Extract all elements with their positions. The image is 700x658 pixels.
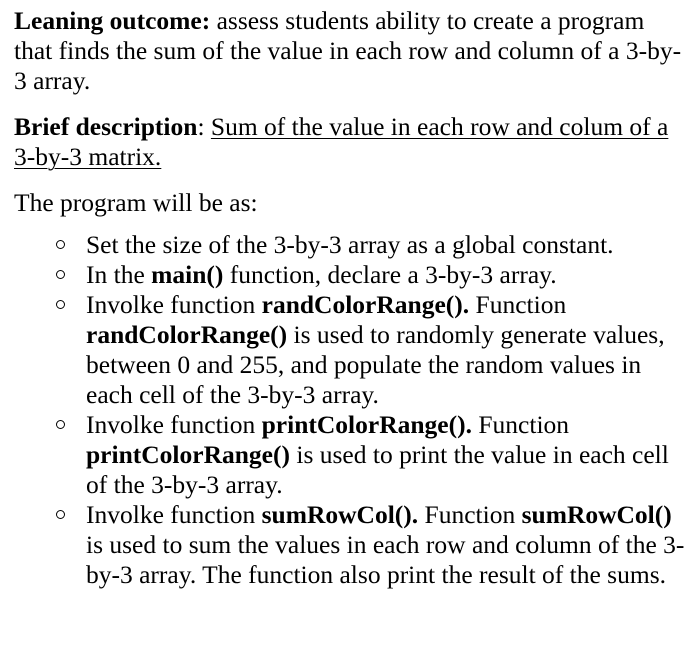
learning-outcome-paragraph xyxy=(14,6,686,96)
brief-description-paragraph xyxy=(14,112,686,172)
step-text-mid: Function xyxy=(469,290,567,319)
function-name: sumRowCol(). xyxy=(261,500,419,529)
list-item xyxy=(86,260,686,290)
hollow-circle-bullet-icon xyxy=(56,420,65,429)
step-text-post: function, declare a 3-by-3 array. xyxy=(223,260,557,289)
function-name: printColorRange() xyxy=(86,440,290,469)
hollow-circle-bullet-icon xyxy=(56,510,65,519)
hollow-circle-bullet-icon xyxy=(56,300,65,309)
function-name: randColorRange(). xyxy=(261,290,470,319)
step-text-pre: Involke function xyxy=(86,500,262,529)
step-text-mid: Function xyxy=(471,410,570,439)
learning-outcome-label: Leaning outcome: xyxy=(14,6,211,35)
brief-description-label: Brief description xyxy=(14,112,198,141)
learning-outcome-text: assess students ability to create a program that finds the sum of the value in each row and column of a 3-by-3 array. xyxy=(14,6,682,95)
list-item xyxy=(86,500,686,590)
brief-description-text: Sum of the value in each row and colum of a 3-by-3 matrix. xyxy=(14,112,669,171)
step-text-post: is used to print the value in each cell of the 3-by-3 array. xyxy=(86,440,669,499)
brief-description-colon: : xyxy=(197,112,211,141)
step-text-pre: In the xyxy=(86,260,152,289)
function-name: main() xyxy=(151,260,224,289)
hollow-circle-bullet-icon xyxy=(56,270,65,279)
step-text-pre: Involke function xyxy=(86,290,262,319)
list-item xyxy=(86,290,686,410)
step-text-post: is used to randomly generate values, between 0 and 255, and populate the random values in each cell of the 3-by-3 array. xyxy=(86,320,665,409)
step-text: Set the size of the 3-by-3 array as a global constant. xyxy=(86,230,614,259)
step-text-mid: Function xyxy=(418,500,522,529)
hollow-circle-bullet-icon xyxy=(56,240,65,249)
program-intro: The program will be as: xyxy=(14,188,258,217)
step-text-pre: Involke function xyxy=(86,410,262,439)
list-item xyxy=(86,410,686,500)
program-steps-list xyxy=(14,230,686,590)
step-text-post: is used to sum the values in each row and column of the 3-by-3 array. The function also print the result of the sums. xyxy=(86,530,685,589)
function-name: randColorRange() xyxy=(86,320,288,349)
function-name: printColorRange(). xyxy=(261,410,472,439)
function-name: sumRowCol() xyxy=(521,500,672,529)
list-item xyxy=(86,230,686,260)
